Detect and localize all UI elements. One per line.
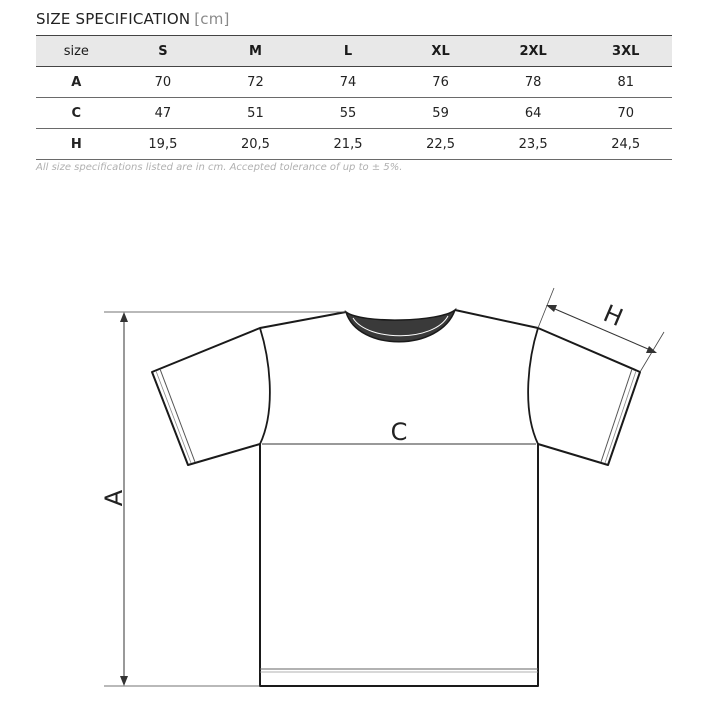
label-a: A: [100, 489, 128, 507]
table-cell: 59: [432, 105, 449, 121]
table-cell: 70: [154, 74, 172, 90]
table-cell: 21,5: [333, 136, 363, 152]
table-cell: 81: [617, 74, 634, 90]
row-label: A: [71, 74, 82, 90]
length-arrow-bottom: [120, 676, 128, 686]
header-xl: XL: [431, 43, 450, 59]
spec-title-text: SIZE SPECIFICATION: [36, 10, 191, 28]
table-cell: 47: [154, 105, 172, 121]
table-cell: 70: [617, 105, 634, 121]
table-cell: 20,5: [240, 136, 270, 152]
header-m: M: [248, 43, 262, 59]
label-c: C: [390, 418, 408, 446]
label-h: H: [599, 299, 627, 333]
sleeve-arrow-left: [546, 305, 557, 312]
table-cell: 19,5: [148, 136, 178, 152]
table-cell: 78: [524, 74, 542, 90]
header-l: L: [343, 43, 353, 59]
table-cell: 55: [339, 105, 357, 121]
header-2xl: 2XL: [519, 43, 547, 59]
table-cell: 23,5: [518, 136, 548, 152]
table-cell: 22,5: [426, 136, 456, 152]
right-sleeve-hem: [601, 369, 632, 462]
right-armhole-seam: [528, 328, 538, 444]
spec-unit: [cm]: [194, 10, 230, 28]
table-cell: 24,5: [611, 136, 641, 152]
header-3xl: 3XL: [612, 43, 640, 59]
row-label: C: [71, 105, 82, 121]
table-cell: 74: [339, 74, 357, 90]
left-sleeve-hem: [160, 369, 195, 462]
header-s: S: [158, 43, 168, 59]
tshirt-outline: [152, 310, 640, 686]
table-cell: 51: [247, 105, 264, 121]
table-cell: 72: [247, 74, 264, 90]
left-sleeve-hem-inner: [156, 371, 191, 463]
tolerance-note: All size specifications listed are in cm. Accepted tolerance of up to ± 5%.: [36, 162, 403, 173]
row-label: H: [70, 136, 82, 152]
right-sleeve-hem-inner: [605, 371, 636, 463]
left-armhole-seam: [260, 328, 270, 444]
sleeve-measure-line: [548, 306, 655, 352]
table-cell: 64: [524, 105, 542, 121]
length-arrow-top: [120, 312, 128, 322]
table-cell: 76: [432, 74, 449, 90]
header-size: size: [63, 43, 89, 59]
